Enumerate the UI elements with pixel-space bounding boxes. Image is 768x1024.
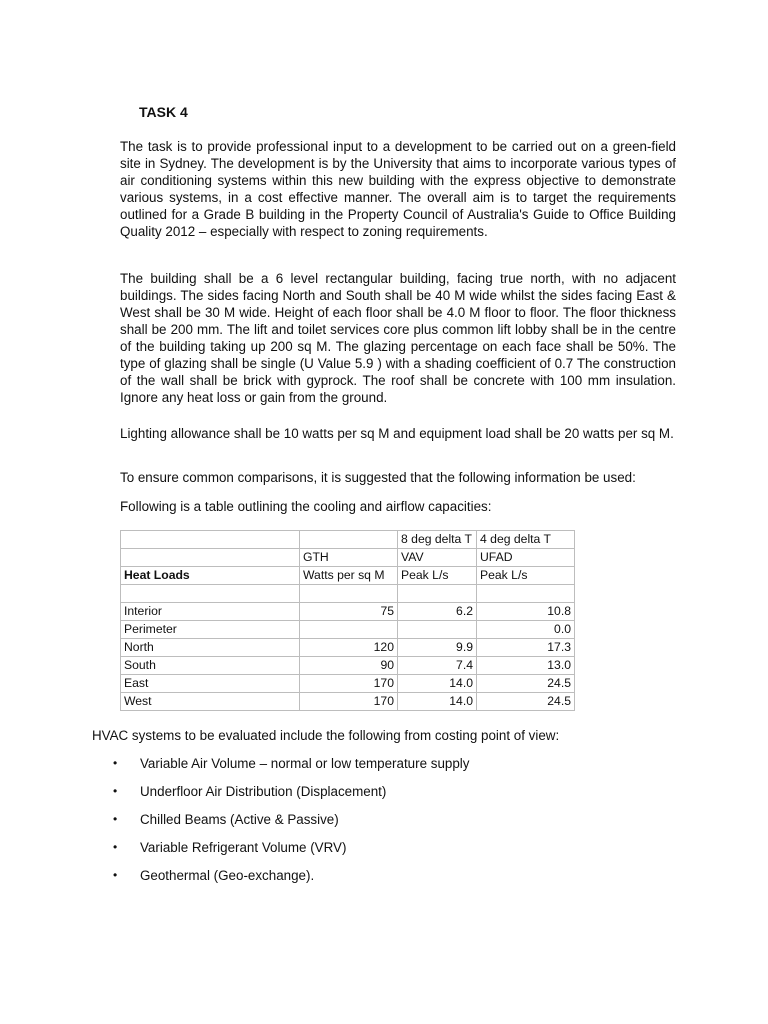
table-cell: 170 — [300, 693, 398, 711]
table-cell — [121, 531, 300, 549]
table-cell — [300, 585, 398, 603]
list-item-text: Underfloor Air Distribution (Displacement) — [140, 784, 387, 799]
table-row — [121, 603, 575, 621]
bullet-icon: • — [113, 756, 118, 770]
table-cell: 10.8 — [477, 603, 575, 621]
table-cell: Peak L/s — [398, 567, 477, 585]
bullet-icon: • — [113, 868, 118, 882]
table-row — [121, 657, 575, 675]
table-row — [121, 693, 575, 711]
table-row — [121, 585, 575, 603]
comparison-note-paragraph: To ensure common comparisons, it is suggested that the following information be used: — [120, 470, 636, 485]
table-cell: Interior — [121, 603, 300, 621]
cooling-airflow-table — [120, 530, 575, 711]
table-cell: 75 — [300, 603, 398, 621]
intro-paragraph: The task is to provide professional input to a development to be carried out on a green-field site in Sydney. The development is by the University that aims to incorporate various types of air conditioning systems within this new building with the express objective to demonstrate various systems, in a cost effective manner. The overall aim is to target the requirements outlined for a Grade B building in the Property Council of Australia's Guide to Office Building Quality 2012 – especially with respect to zoning requirements. — [120, 139, 676, 239]
table-cell: 14.0 — [398, 693, 477, 711]
table-cell: North — [121, 639, 300, 657]
list-item — [113, 867, 469, 895]
task-title: TASK 4 — [139, 104, 188, 120]
table-cell — [121, 549, 300, 567]
list-item-text: Variable Refrigerant Volume (VRV) — [140, 840, 347, 855]
table-cell: Perimeter — [121, 621, 300, 639]
table-cell: VAV — [398, 549, 477, 567]
table-cell: 8 deg delta T — [398, 531, 477, 549]
list-item-text: Variable Air Volume – normal or low temperature supply — [140, 756, 470, 771]
table-cell — [477, 585, 575, 603]
bullet-icon: • — [113, 812, 118, 826]
table-cell — [121, 585, 300, 603]
table-cell: 13.0 — [477, 657, 575, 675]
lighting-allowance-paragraph: Lighting allowance shall be 10 watts per sq M and equipment load shall be 20 watts per sq M. — [120, 426, 674, 441]
table-cell: 170 — [300, 675, 398, 693]
table-cell: 24.5 — [477, 693, 575, 711]
table-row — [121, 675, 575, 693]
table-cell — [300, 621, 398, 639]
table-cell: 14.0 — [398, 675, 477, 693]
bullet-icon: • — [113, 840, 118, 854]
list-item — [113, 755, 469, 783]
table-cell: UFAD — [477, 549, 575, 567]
table-header-row — [121, 567, 575, 585]
table-row — [121, 639, 575, 657]
table-cell: 90 — [300, 657, 398, 675]
table-cell: 6.2 — [398, 603, 477, 621]
list-item — [113, 783, 469, 811]
hvac-systems-list — [113, 755, 469, 895]
table-cell: 0.0 — [477, 621, 575, 639]
table-cell: 7.4 — [398, 657, 477, 675]
table-cell: 9.9 — [398, 639, 477, 657]
table-header-row — [121, 531, 575, 549]
list-item-text: Geothermal (Geo-exchange). — [140, 868, 315, 883]
table-intro-paragraph: Following is a table outlining the cooling and airflow capacities: — [120, 499, 492, 514]
hvac-intro-text: HVAC systems to be evaluated include the following from costing point of view: — [92, 728, 560, 743]
table-cell: Watts per sq M — [300, 567, 398, 585]
table-cell — [300, 531, 398, 549]
table-cell: 24.5 — [477, 675, 575, 693]
list-item-text: Chilled Beams (Active & Passive) — [140, 812, 339, 827]
table-cell: South — [121, 657, 300, 675]
list-item — [113, 839, 469, 867]
table-cell: GTH — [300, 549, 398, 567]
bullet-icon: • — [113, 784, 118, 798]
table-cell: 4 deg delta T — [477, 531, 575, 549]
table-cell — [398, 585, 477, 603]
table-cell — [398, 621, 477, 639]
table-header-row — [121, 549, 575, 567]
table-cell: Heat Loads — [121, 567, 300, 585]
list-item — [113, 811, 469, 839]
table-cell: Peak L/s — [477, 567, 575, 585]
table-cell: 17.3 — [477, 639, 575, 657]
building-description-paragraph: The building shall be a 6 level rectangular building, facing true north, with no adjacent buildings. The sides facing North and South shall be 40 M wide whilst the sides facing East & West shall be 30 M wide. Height of each floor shall be 4.0 M floor to floor. The floor thickness shall be 200 mm. The lift and toilet services core plus common lift lobby shall be in the centre of the building taking up 200 sq M. The glazing percentage on each face shall be 50%. The type of glazing shall be single (U Value 5.9 ) with a shading coefficient of 0.7 The construction of the wall shall be brick with gyprock. The roof shall be concrete with 100 mm insulation. Ignore any heat loss or gain from the ground. — [120, 271, 676, 405]
table-row — [121, 621, 575, 639]
table-cell: West — [121, 693, 300, 711]
table-cell: 120 — [300, 639, 398, 657]
table-cell: East — [121, 675, 300, 693]
